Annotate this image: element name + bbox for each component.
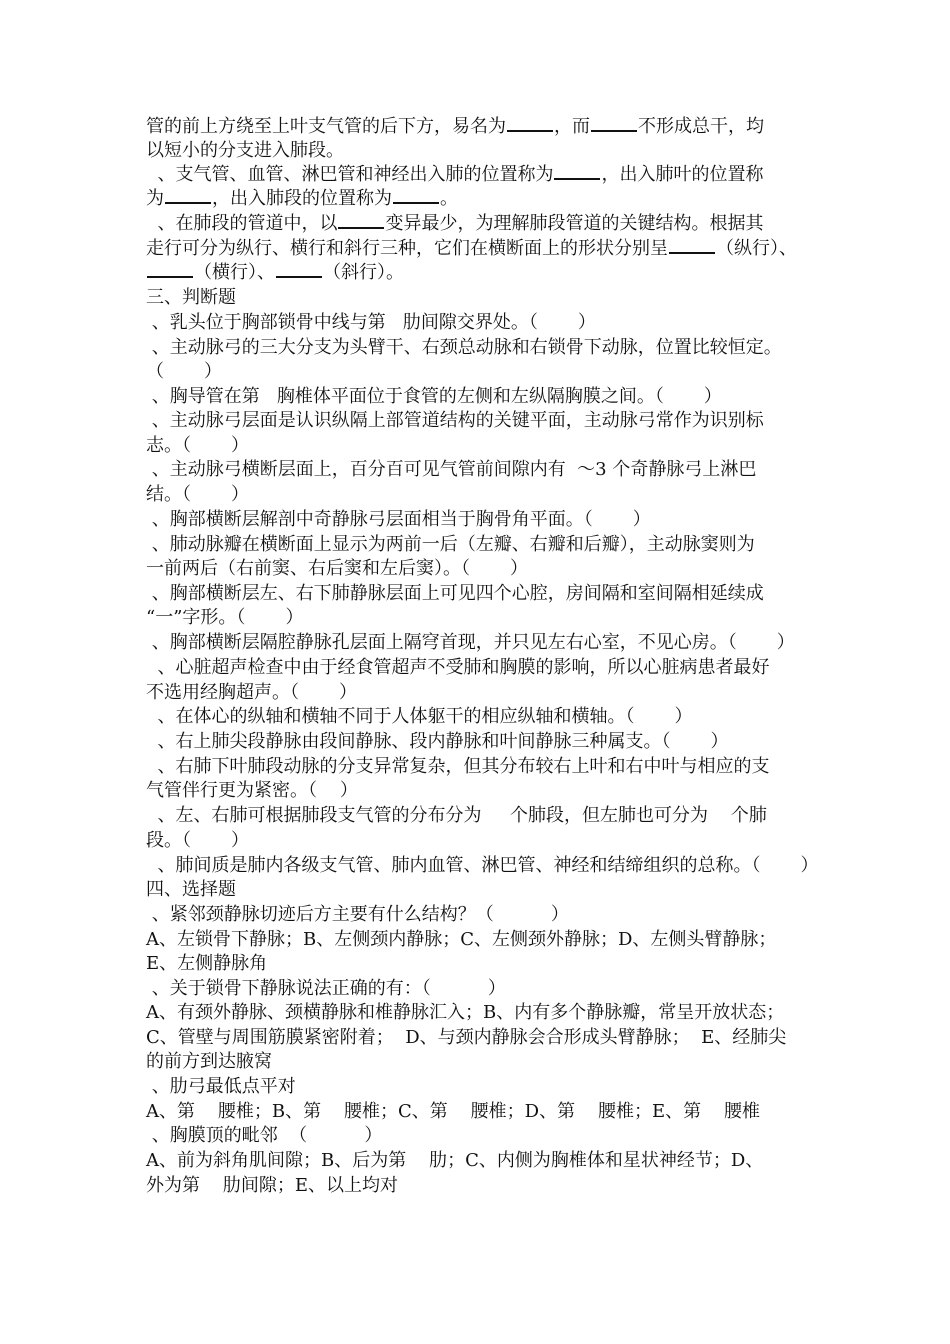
question-line: 、左、右肺可根据肺段支气管的分布分为 个肺段，但左肺也可分为 个肺 bbox=[146, 805, 767, 826]
question-line: 、肺动脉瓣在横断面上显示为两前一后（左瓣、右瓣和后瓣），主动脉窦则为 bbox=[146, 534, 755, 555]
question-line: 、胸部横断层解剖中奇静脉弓层面相当于胸骨角平面。（ ） bbox=[146, 509, 651, 530]
question-line: 一前两后（右前窦、右后窦和左后窦）。（ ） bbox=[146, 558, 529, 579]
question-line: 、胸部横断层隔腔静脉孔层面上隔穹首现，并只见左右心室，不见心房。（ ） bbox=[146, 632, 795, 653]
question-line: 、胸膜顶的毗邻 （ ） bbox=[146, 1125, 383, 1146]
question-line: 、主动脉弓的三大分支为头臂干、右颈总动脉和右锁骨下动脉，位置比较恒定。 bbox=[146, 337, 782, 358]
question-line: 、胸部横断层左、右下肺静脉层面上可见四个心腔，房间隔和室间隔相延续成 bbox=[146, 583, 764, 604]
question-line: 段。（ ） bbox=[146, 830, 250, 851]
question-line: （ ） bbox=[146, 361, 223, 382]
fill-blank bbox=[507, 116, 553, 132]
question-line: 、心脏超声检查中由于经食管超声不受肺和胸膜的影响，所以心脏病患者最好 bbox=[146, 657, 770, 678]
text-line: 为 ，出入肺段的位置称为 。 bbox=[146, 188, 458, 209]
question-line: 结。（ ） bbox=[146, 484, 250, 505]
section-heading: 四、选择题 bbox=[146, 879, 236, 900]
question-line: 、紧邻颈静脉切迹后方主要有什么结构？（ ） bbox=[146, 904, 569, 925]
fill-blank bbox=[591, 116, 637, 132]
fill-blank bbox=[554, 164, 600, 180]
question-line: 、肋弓最低点平对 bbox=[146, 1076, 296, 1097]
option-line: A、前为斜角肌间隙；B、后为第 肋；C、内侧为胸椎体和星状神经节；D、 bbox=[146, 1150, 764, 1171]
option-line: E、左侧静脉角 bbox=[146, 953, 268, 974]
question-line: 志。（ ） bbox=[146, 435, 250, 456]
fill-blank bbox=[147, 262, 193, 278]
question-line: 、主动脉弓层面是认识纵隔上部管道结构的关键平面，主动脉弓常作为识别标 bbox=[146, 410, 764, 431]
fill-blank bbox=[669, 238, 715, 254]
section-heading: 三、判断题 bbox=[146, 287, 236, 308]
text-line: 、在肺段的管道中，以 变异最少，为理解肺段管道的关键结构。根据其 bbox=[146, 213, 764, 234]
question-line: 不选用经胸超声。（ ） bbox=[146, 682, 358, 703]
question-line: 、右上肺尖段静脉由段间静脉、段内静脉和叶间静脉三种属支。（ ） bbox=[146, 731, 729, 752]
option-line: C、管壁与周围筋膜紧密附着； D、与颈内静脉会合形成头臂静脉； E、经肺尖 bbox=[146, 1027, 787, 1048]
fill-blank bbox=[276, 262, 322, 278]
question-line: 、关于锁骨下静脉说法正确的有：（ ） bbox=[146, 978, 506, 999]
question-line: 、右肺下叶肺段动脉的分支异常复杂，但其分布较右上叶和右中叶与相应的支 bbox=[146, 756, 770, 777]
fill-blank bbox=[393, 188, 439, 204]
question-line: 、主动脉弓横断层面上，百分百可见气管前间隙内有 ～3 个奇静脉弓上淋巴 bbox=[146, 459, 757, 480]
fill-blank bbox=[338, 213, 384, 229]
text-line: 管的前上方绕至上叶支气管的后下方，易名为 ，而 不形成总干，均 bbox=[146, 116, 764, 137]
question-line: 、肺间质是肺内各级支气管、肺内血管、淋巴管、神经和结缔组织的总称。（ ） bbox=[146, 855, 819, 876]
question-line: 、胸导管在第 胸椎体平面位于食管的左侧和左纵隔胸膜之间。（ ） bbox=[146, 386, 722, 407]
question-line: 、乳头位于胸部锁骨中线与第 肋间隙交界处。（ ） bbox=[146, 312, 596, 333]
option-line: 外为第 肋间隙；E、以上均对 bbox=[146, 1175, 399, 1196]
option-line: A、有颈外静脉、颈横静脉和椎静脉汇入；B、内有多个静脉瓣，常呈开放状态； bbox=[146, 1002, 785, 1023]
text-line: （横行）、 （斜行）。 bbox=[146, 261, 404, 286]
option-line: A、第 腰椎；B、第 腰椎；C、第 腰椎；D、第 腰椎；E、第 腰椎 bbox=[146, 1101, 761, 1122]
fill-blank bbox=[165, 188, 211, 204]
question-line: 气管伴行更为紧密。（ ） bbox=[146, 780, 358, 801]
option-line: A、左锁骨下静脉；B、左侧颈内静脉；C、左侧颈外静脉；D、左侧头臂静脉； bbox=[146, 929, 777, 950]
option-line: 的前方到达腋窝 bbox=[146, 1051, 272, 1072]
question-line: “一”字形。（ ） bbox=[146, 607, 304, 628]
text-line: 以短小的分支进入肺段。 bbox=[146, 140, 344, 161]
text-line: 走行可分为纵行、横行和斜行三种，它们在横断面上的形状分别呈 （纵行）、 bbox=[146, 238, 797, 259]
text-line: 、支气管、血管、淋巴管和神经出入肺的位置称为 ，出入肺叶的位置称 bbox=[146, 164, 764, 185]
question-line: 、在体心的纵轴和横轴不同于人体躯干的相应纵轴和横轴。（ ） bbox=[146, 706, 693, 727]
